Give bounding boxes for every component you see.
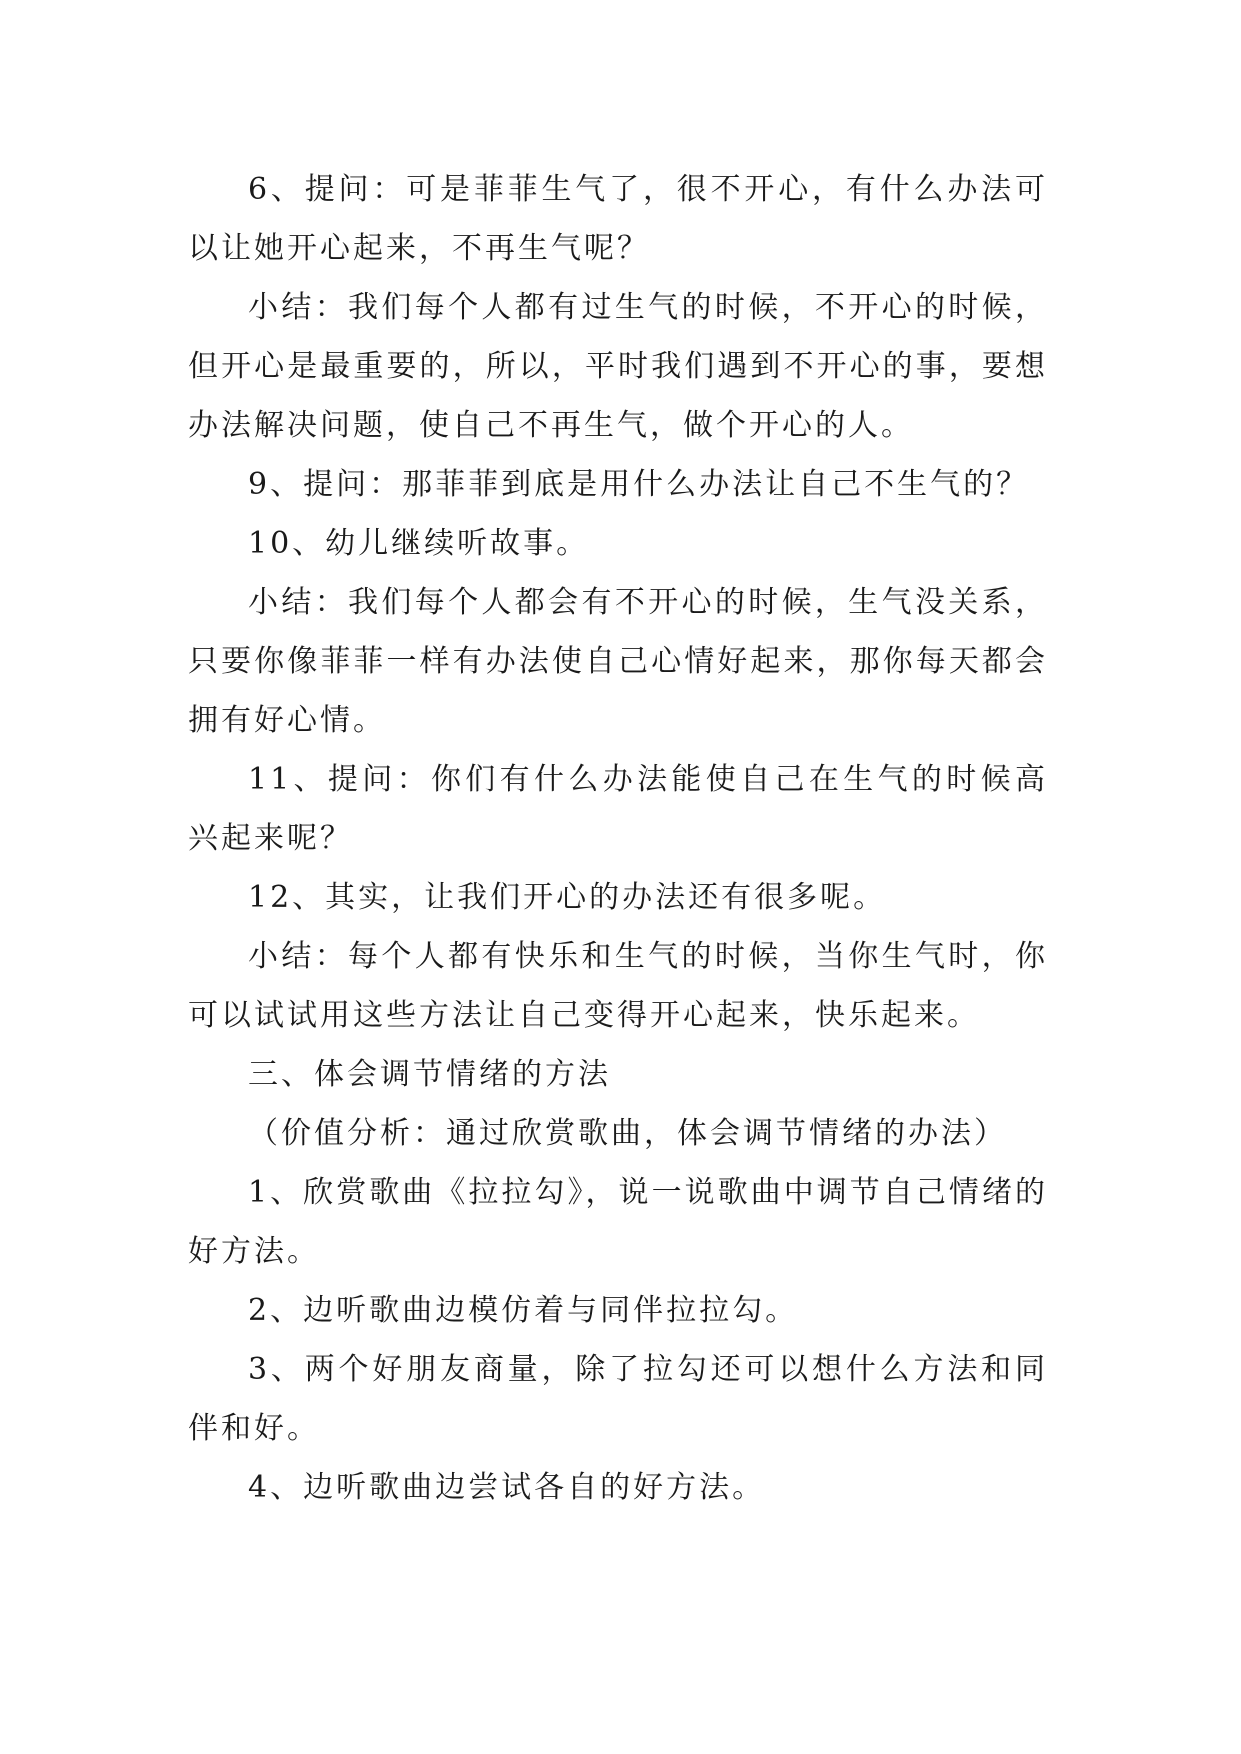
paragraph-value-analysis: （价值分析：通过欣赏歌曲，体会调节情绪的办法） [248, 1116, 1007, 1151]
paragraph-question-6: 6、提问：可是菲菲生气了，很不开心，有什么办法可以让她开心起来，不再生气呢？ [188, 172, 1048, 266]
paragraph-question-11: 11、提问：你们有什么办法能使自己在生气的时候高兴起来呢？ [188, 762, 1048, 856]
paragraph-step-3: 3、两个好朋友商量，除了拉勾还可以想什么方法和同伴和好。 [188, 1352, 1048, 1446]
paragraph-question-9: 9、提问：那菲菲到底是用什么办法让自己不生气的？ [248, 467, 1030, 502]
paragraph-step-1: 1、欣赏歌曲《拉拉勾》，说一说歌曲中调节自己情绪的好方法。 [188, 1175, 1048, 1269]
paragraph-summary-1: 小结：我们每个人都有过生气的时候，不开心的时候，但开心是最重要的，所以，平时我们遇到不开心的事，要想办法解决问题，使自己不再生气，做个开心的人。 [188, 290, 1048, 443]
document-body [188, 160, 1048, 1517]
paragraph-step-10: 10、幼儿继续听故事。 [248, 526, 590, 561]
paragraph-step-2: 2、边听歌曲边模仿着与同伴拉拉勾。 [248, 1293, 799, 1328]
paragraph-step-4: 4、边听歌曲边尝试各自的好方法。 [248, 1470, 766, 1505]
section-heading-3: 三、体会调节情绪的方法 [248, 1057, 611, 1092]
paragraph-summary-2: 小结：我们每个人都会有不开心的时候，生气没关系，只要你像菲菲一样有办法使自己心情好起来，那你每天都会拥有好心情。 [188, 585, 1048, 738]
paragraph-summary-3: 小结：每个人都有快乐和生气的时候，当你生气时，你可以试试用这些方法让自己变得开心起来，快乐起来。 [188, 939, 1048, 1033]
paragraph-step-12: 12、其实，让我们开心的办法还有很多呢。 [248, 880, 887, 915]
